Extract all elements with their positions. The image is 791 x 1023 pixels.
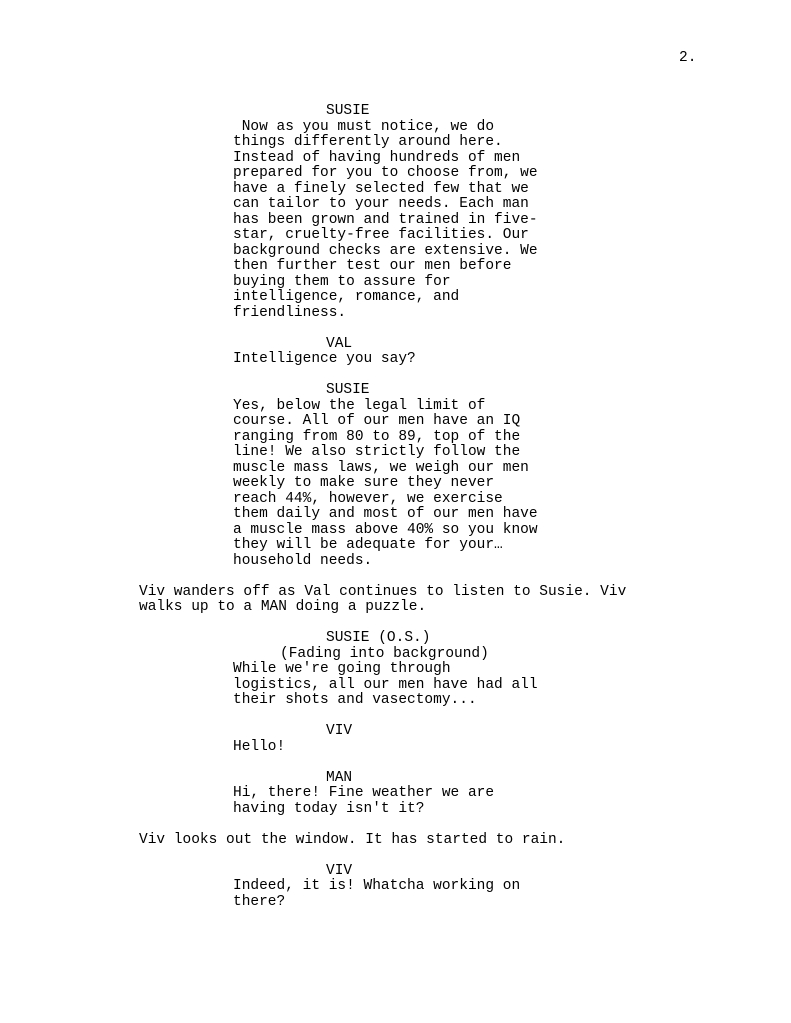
character-name: VAL: [326, 335, 353, 352]
character-name: SUSIE (O.S.): [326, 630, 431, 646]
dialogue-line: Now as you must notice, we do: [233, 118, 495, 135]
character-name: SUSIE: [326, 103, 370, 119]
dialogue-line: having today isn't it?: [233, 800, 425, 817]
dialogue-line: they will be adequate for your…: [233, 537, 503, 553]
dialogue-line: them daily and most of our men have: [233, 506, 538, 522]
character-name: MAN: [326, 769, 353, 786]
dialogue-line: can tailor to your needs. Each man: [233, 196, 529, 212]
dialogue-line: things differently around here.: [233, 134, 503, 150]
character-name: SUSIE: [326, 382, 370, 398]
action-line: Viv looks out the window. It has started to rain.: [139, 831, 566, 848]
dialogue-line: prepared for you to choose from, we: [233, 165, 538, 181]
page-number: 2.: [679, 50, 697, 66]
dialogue-line: star, cruelty-free facilities. Our: [233, 227, 529, 243]
action-line: Viv wanders off as Val continues to listen to Susie. Viv: [139, 583, 627, 600]
dialogue-line: muscle mass laws, we weigh our men: [233, 459, 529, 476]
dialogue-line: intelligence, romance, and: [233, 289, 460, 305]
dialogue-line: reach 44%, however, we exercise: [233, 490, 503, 507]
action-line: walks up to a MAN doing a puzzle.: [139, 599, 427, 615]
dialogue-line: a muscle mass above 40% so you know: [233, 521, 538, 538]
dialogue-line: friendliness.: [233, 304, 347, 321]
dialogue-line: there?: [233, 893, 286, 910]
dialogue-line: Intelligence you say?: [233, 351, 416, 367]
parenthetical: (Fading into background): [280, 645, 489, 662]
dialogue-line: logistics, all our men have had all: [233, 676, 538, 693]
spacer: [0, 709, 791, 725]
spacer: [0, 321, 791, 337]
dialogue-line: While we're going through: [233, 661, 451, 677]
dialogue-line: household needs.: [233, 552, 373, 569]
dialogue-line: Hello!: [233, 738, 286, 755]
spacer: [0, 755, 791, 771]
character-name: VIV: [326, 862, 353, 879]
dialogue-line: ranging from 80 to 89, top of the: [233, 428, 521, 445]
spacer: [0, 368, 791, 384]
dialogue-line: Hi, there! Fine weather we are: [233, 785, 495, 801]
spacer: [0, 616, 791, 632]
dialogue-line: background checks are extensive. We: [233, 242, 538, 259]
dialogue-line: have a finely selected few that we: [233, 180, 529, 197]
dialogue-line: weekly to make sure they never: [233, 475, 495, 491]
dialogue-line: their shots and vasectomy...: [233, 692, 477, 708]
dialogue-line: buying them to assure for: [233, 273, 451, 290]
spacer: [0, 848, 791, 864]
dialogue-line: Indeed, it is! Whatcha working on: [233, 878, 521, 894]
dialogue-line: has been grown and trained in five-: [233, 211, 538, 228]
dialogue-line: line! We also strictly follow the: [233, 444, 521, 460]
dialogue-line: Instead of having hundreds of men: [233, 149, 521, 166]
spacer: [0, 817, 791, 833]
screenplay-body: [0, 104, 791, 910]
character-name: VIV: [326, 723, 353, 739]
dialogue-line: course. All of our men have an IQ: [233, 413, 521, 429]
dialogue-line: Yes, below the legal limit of: [233, 397, 486, 414]
spacer: [0, 569, 791, 585]
dialogue-line: then further test our men before: [233, 258, 512, 274]
